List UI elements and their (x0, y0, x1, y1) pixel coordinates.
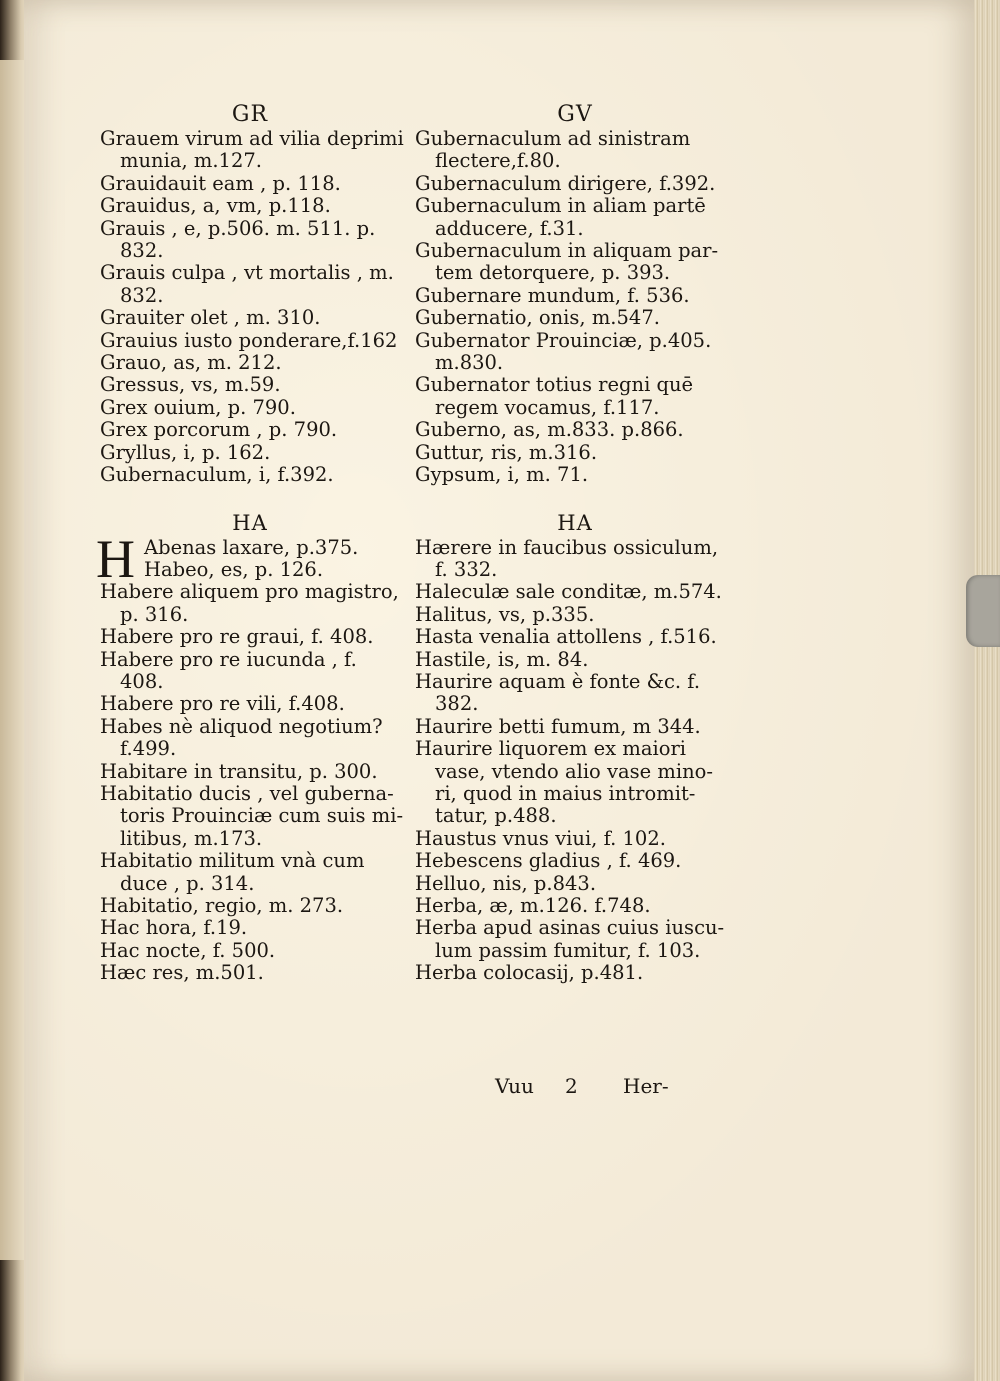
index-entry: Hæc res, m.501. (100, 961, 264, 985)
index-entry-cont: 832. (120, 283, 164, 307)
index-entry: Abenas laxare, p.375. (144, 535, 359, 559)
index-entry: Habitare in transitu, p. 300. (100, 759, 378, 783)
index-entry-cont: ri, quod in maius intromit- (435, 781, 696, 805)
index-entry: Herba, æ, m.126. f.748. (415, 894, 651, 917)
signature-number: 2 (565, 1074, 578, 1098)
index-entry: Gressus, vs, m.59. (100, 373, 281, 397)
index-entry: Grex porcorum , p. 790. (100, 418, 338, 442)
index-entry: Grauem virum ad vilia deprimi (100, 127, 404, 150)
index-entry: Habes nè aliquod negotium? (100, 714, 383, 738)
column-header-gr: GR (231, 102, 269, 127)
index-entry: Grex ouium, p. 790. (100, 395, 296, 419)
signature-mark: Vuu (495, 1074, 534, 1098)
section-heading-ha: HA (232, 510, 268, 535)
gr-entries (100, 127, 404, 487)
index-entry-cont: m.830. (435, 351, 504, 375)
index-entry: Guttur, ris, m.316. (415, 440, 598, 464)
facing-page-edge (0, 60, 27, 1260)
index-entry-cont: adducere, f.31. (435, 216, 584, 240)
dropcap-block (96, 528, 400, 589)
drop-capital: H (96, 528, 135, 589)
index-entry-cont: vase, vtendo alio vase mino- (435, 759, 713, 783)
index-entry: Hærere in faucibus ossiculum, (415, 535, 719, 559)
ha-entries (415, 537, 735, 985)
index-entry: Gubernaculum in aliquam par- (415, 239, 719, 263)
index-entry: Haustus vnus viui, f. 102. (415, 826, 666, 850)
index-entry: Gubernatio, onis, m.547. (415, 306, 660, 330)
index-entry: Gubernaculum, i, f.392. (100, 463, 334, 487)
section-heading-ha: HA (557, 510, 593, 535)
index-entry-cont: p. 316. (120, 602, 189, 626)
index-entry-cont: tem detorquere, p. 393. (435, 261, 671, 285)
index-entry: Grauidauit eam , p. 118. (100, 171, 341, 195)
index-entry: Hebescens gladius , f. 469. (415, 849, 682, 873)
index-entry-cont: f.499. (120, 737, 177, 761)
index-entry-cont: duce , p. 314. (120, 871, 255, 895)
index-entry: Gubernaculum ad sinistram (415, 127, 691, 150)
index-entry: Habere pro re iucunda , f. (100, 647, 357, 671)
index-entry: Gubernator totius regni quē (415, 373, 694, 397)
index-entry: Habitatio militum vnà cum (100, 849, 365, 873)
index-entry-cont: regem vocamus, f.117. (435, 395, 660, 419)
page-stack-edge (974, 0, 1000, 1381)
index-entry: Habitatio ducis , vel guberna- (100, 781, 394, 805)
index-entry: Habere pro re graui, f. 408. (100, 625, 374, 649)
index-entry-cont: tatur, p.488. (435, 804, 557, 828)
index-entry: Grauiter olet , m. 310. (100, 306, 321, 330)
index-entry: Hac hora, f.19. (100, 916, 248, 940)
index-entry: Hac nocte, f. 500. (100, 938, 276, 962)
index-entry: Herba apud asinas cuius iuscu- (415, 916, 725, 940)
index-entry: Habitatio, regio, m. 273. (100, 894, 344, 917)
index-entry: Habeo, es, p. 126. (144, 557, 324, 581)
index-entry-cont: flectere,f.80. (435, 149, 561, 173)
index-entry: Guberno, as, m.833. p.866. (415, 418, 684, 442)
left-column (96, 102, 404, 985)
column-header-gv: GV (557, 102, 593, 127)
index-entry: Gubernare mundum, f. 536. (415, 283, 690, 307)
index-entry: Gubernaculum in aliam partē (415, 194, 706, 218)
index-entry-cont: litibus, m.173. (120, 826, 263, 850)
index-entry: Haurire liquorem ex maiori (415, 737, 687, 761)
index-entry-cont: 408. (120, 669, 164, 693)
index-entry: Haurire betti fumum, m 344. (415, 714, 701, 738)
index-entry: Habere pro re vili, f.408. (100, 692, 345, 716)
page-footer (495, 1074, 695, 1098)
index-entry-cont: 832. (120, 239, 164, 263)
index-entry-cont: f. 332. (435, 557, 498, 581)
index-entry-cont: toris Prouinciæ cum suis mi- (120, 804, 404, 828)
index-entry: Grauius iusto ponderare,f.162 (100, 328, 398, 352)
index-entry: Grauis culpa , vt mortalis , m. (100, 261, 394, 285)
catchword: Her- (623, 1074, 669, 1098)
index-entry-cont: munia, m.127. (120, 149, 262, 173)
index-entry: Haurire aquam è fonte &c. f. (415, 669, 701, 693)
index-entry: Hasta venalia attollens , f.516. (415, 625, 717, 649)
index-entry: Hastile, is, m. 84. (415, 647, 589, 671)
index-entry: Grauis , e, p.506. m. 511. p. (100, 216, 376, 240)
gv-entries (415, 128, 735, 487)
index-entry: Gubernator Prouinciæ, p.405. (415, 328, 712, 352)
index-entry: Grauo, as, m. 212. (100, 351, 282, 375)
index-entry: Haleculæ sale conditæ, m.574. (415, 580, 722, 604)
index-entry: Herba colocasij, p.481. (415, 961, 644, 985)
index-entry: Halitus, vs, p.335. (415, 602, 595, 626)
index-entry-cont: lum passim fumitur, f. 103. (435, 938, 701, 962)
index-entry: Grauidus, a, vm, p.118. (100, 194, 331, 218)
index-entry: Habere aliquem pro magistro, (100, 580, 399, 604)
index-entry: Helluo, nis, p.843. (415, 871, 597, 895)
index-entry-cont: 382. (435, 692, 479, 716)
bookmark-tab (966, 575, 1000, 647)
right-column (415, 102, 735, 985)
index-entry: Gypsum, i, m. 71. (415, 463, 589, 487)
index-entry: Gubernaculum dirigere, f.392. (415, 171, 716, 195)
index-entry: Gryllus, i, p. 162. (100, 440, 271, 464)
ha-entries (96, 528, 404, 985)
